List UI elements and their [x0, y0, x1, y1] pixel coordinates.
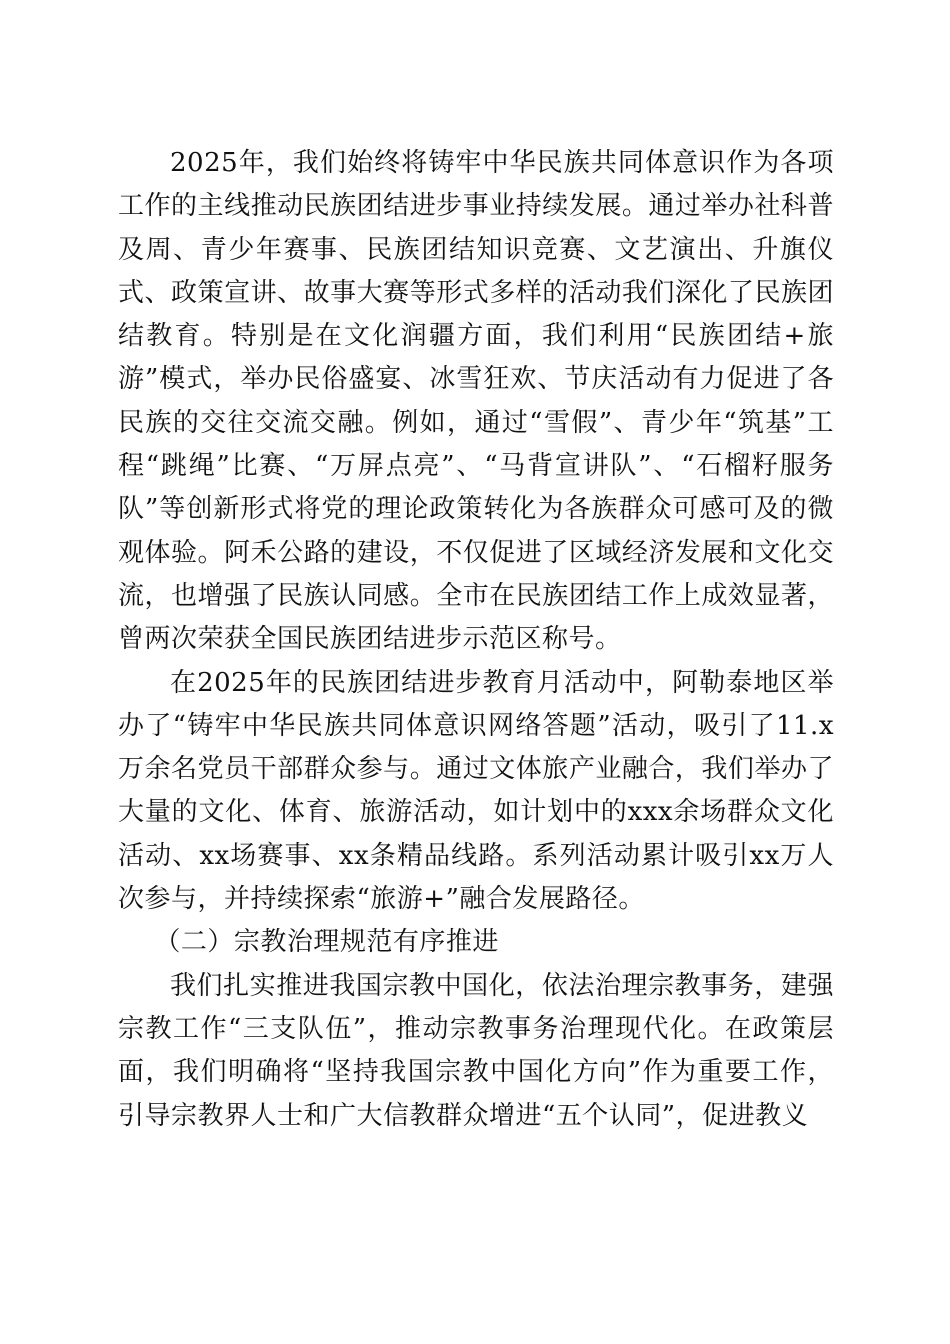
document-body	[118, 142, 834, 1138]
paragraph-education-month: 在2025年的民族团结进步教育月活动中，阿勒泰地区举办了“铸牢中华民族共同体意识网络答题”活动，吸引了11.x万余名党员干部群众参与。通过文体旅产业融合，我们举办了大量的文化、体育、旅游活动，如计划中的xxx余场群众文化活动、xx场赛事、xx条精品线路。系列活动累计吸引xx万人次参与，并持续探索“旅游+”融合发展路径。	[118, 667, 834, 915]
section-heading-religious-governance: （二）宗教治理规范有序推进	[154, 927, 499, 958]
paragraph-religious-governance: 我们扎实推进我国宗教中国化，依法治理宗教事务，建强宗教工作“三支队伍”，推动宗教事务治理现代化。在政策层面，我们明确将“坚持我国宗教中国化方向”作为重要工作，引导宗教界人士和广大信教群众增进“五个认同”，促进教义	[118, 970, 834, 1131]
paragraph-ethnic-unity-2025: 2025年，我们始终将铸牢中华民族共同体意识作为各项工作的主线推动民族团结进步事业持续发展。通过举办社科普及周、青少年赛事、民族团结知识竞赛、文艺演出、升旗仪式、政策宣讲、故事大赛等形式多样的活动我们深化了民族团结教育。特别是在文化润疆方面，我们利用“民族团结+旅游”模式，举办民俗盛宴、冰雪狂欢、节庆活动有力促进了各民族的交往交流交融。例如，通过“雪假”、青少年“筑基”工程“跳绳”比赛、“万屏点亮”、“马背宣讲队”、“石榴籽服务队”等创新形式将党的理论政策转化为各族群众可感可及的微观体验。阿禾公路的建设，不仅促进了区域经济发展和文化交流，也增强了民族认同感。全市在民族团结工作上成效显著，曾两次荣获全国民族团结进步示范区称号。	[118, 148, 834, 655]
